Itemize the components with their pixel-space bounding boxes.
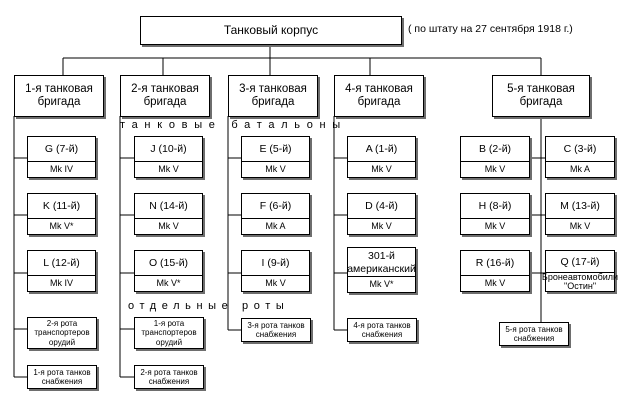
battalion-j: J (10-й) Mk V xyxy=(134,136,203,178)
brigade-3: 3-я танковая бригада xyxy=(228,75,318,117)
separate-companies-label: отдельные роты xyxy=(128,300,290,312)
battalion-e: E (5-й) Mk V xyxy=(241,136,310,178)
battalion-h: H (8-й) Mk V xyxy=(460,193,530,235)
battalion-301-american: 301-й американский Mk V* xyxy=(347,247,416,293)
corps-box xyxy=(140,16,402,45)
company-4-supply-tanks: 4-я рота танков снабжения xyxy=(347,318,417,342)
tank-battalions-label: танковые батальоны xyxy=(120,119,347,131)
brigade-4: 4-я танковая бригада xyxy=(334,75,424,117)
battalion-a: A (1-й) Mk V xyxy=(347,136,416,178)
battalion-c: C (3-й) Mk A xyxy=(545,136,615,178)
company-1-gun-carriers: 1-я рота транспортеров орудий xyxy=(134,317,204,349)
corps-date-note: ( по штату на 27 сентября 1918 г.) xyxy=(408,23,573,35)
battalion-i: I (9-й) Mk V xyxy=(241,250,310,292)
corps-title: Танковый корпус xyxy=(223,22,319,37)
company-1-supply-tanks: 1-я рота танков снабжения xyxy=(27,365,97,389)
battalion-b: B (2-й) Mk V xyxy=(460,136,530,178)
battalion-k: K (11-й) Mk V* xyxy=(27,193,96,235)
battalion-d: D (4-й) Mk V xyxy=(347,193,416,235)
battalion-f: F (6-й) Mk A xyxy=(241,193,310,235)
company-2-gun-carriers: 2-я рота транспортеров орудий xyxy=(27,317,97,349)
company-2-supply-tanks: 2-я рота танков снабжения xyxy=(134,365,204,389)
brigade-5: 5-я танковая бригада xyxy=(492,75,590,117)
company-3-supply-tanks: 3-я рота танков снабжения xyxy=(241,318,311,342)
battalion-r: R (16-й) Mk V xyxy=(460,250,530,292)
battalion-n: N (14-й) Mk V xyxy=(134,193,203,235)
battalion-q: Q (17-й) Бронеавтомобили "Остин" xyxy=(545,250,615,292)
brigade-1: 1-я танковая бригада xyxy=(14,75,104,117)
company-5-supply-tanks: 5-я рота танков снабжения xyxy=(499,322,569,346)
brigade-2: 2-я танковая бригада xyxy=(120,75,210,117)
battalion-o: O (15-й) Mk V* xyxy=(134,250,203,292)
battalion-g: G (7-й) Mk IV xyxy=(27,136,96,178)
battalion-m: M (13-й) Mk V xyxy=(545,193,615,235)
battalion-l: L (12-й) Mk IV xyxy=(27,250,96,292)
